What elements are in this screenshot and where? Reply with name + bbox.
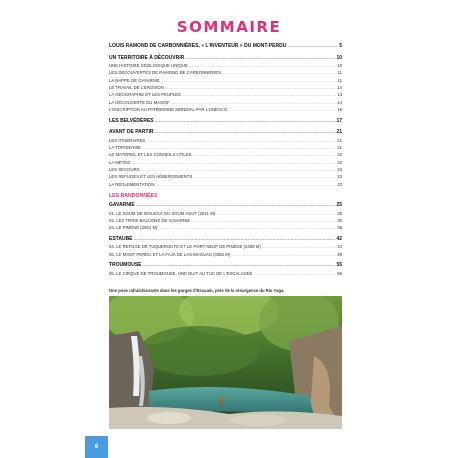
- toc-entry-page: 11: [337, 77, 342, 83]
- toc-leader-dots: [141, 166, 337, 173]
- toc-entry-title: LA DÉCOUVERTE DU MASSIF: [109, 99, 170, 105]
- photo-caption: Une pose rafraîchissante dans les gorges d'Escuaín, près de la résurgence du Río Yaga.: [109, 288, 285, 293]
- toc-leader-dots: [191, 217, 336, 224]
- toc-entry-page: 22: [337, 166, 342, 172]
- toc-entry-page: 22: [337, 152, 342, 158]
- toc-entry-page: 21: [337, 137, 342, 143]
- toc-entry-page: 21: [337, 145, 342, 151]
- toc-leader-dots: [161, 77, 337, 84]
- waterfall-photo: [109, 296, 342, 429]
- toc-entry[interactable]: [109, 69, 342, 76]
- toc-leader-dots: [193, 151, 337, 158]
- toc-entry-page: 49: [337, 251, 342, 257]
- toc-entry-title: LA RÉGLEMENTATION: [109, 181, 155, 187]
- toc-leader-dots: [158, 224, 336, 231]
- toc-entry[interactable]: [109, 62, 342, 69]
- toc-entry-title: LES REFUGES ET LES HÉBERGEMENTS: [109, 174, 193, 180]
- toc-entry-title: LA MÉTÉO: [109, 159, 131, 165]
- toc-leader-dots: [189, 62, 337, 69]
- toc-entry-page: 30: [337, 217, 342, 223]
- toc-leader-dots: [182, 91, 336, 98]
- toc-entry-title: 03. LE PIMÉNÉ (2801 M): [109, 225, 158, 231]
- toc-entry-page: 14: [337, 84, 342, 90]
- toc-entry[interactable]: [109, 137, 342, 144]
- toc-section-heading[interactable]: [109, 118, 342, 125]
- toc-entry-page: 44: [337, 244, 342, 250]
- toc-leader-dots: [185, 55, 335, 62]
- toc-entry-title: LES DÉCOUVERTES DE RAMOND DE CARBONNIÈRES: [109, 70, 222, 76]
- toc-entry-title: UN TERRITOIRE À DÉCOUVRIR: [109, 54, 185, 61]
- toc-entry-title: LE TRAVAIL DE L'ÉROSION: [109, 84, 164, 90]
- toc-entry[interactable]: [109, 99, 342, 106]
- toc-entry-page: 14: [337, 99, 342, 105]
- toc-entry-title: 06. LE CIRQUE DE TROUMOUSE, UNE NUIT AU TUC DE L'ESCALADÉE: [109, 270, 253, 276]
- table-of-contents: [109, 43, 342, 277]
- toc-entry[interactable]: [109, 251, 342, 258]
- toc-entry[interactable]: [109, 210, 342, 217]
- page-title: SOMMAIRE: [176, 18, 282, 36]
- toc-leader-dots: [231, 251, 336, 258]
- toc-leader-dots: [134, 236, 336, 243]
- page-number: 6: [85, 436, 108, 458]
- toc-entry-page: 10: [336, 54, 342, 61]
- toc-leader-dots: [143, 262, 336, 269]
- toc-leader-dots: [146, 137, 336, 144]
- toc-entry[interactable]: [109, 84, 342, 91]
- toc-leader-dots: [262, 243, 336, 250]
- toc-entry-page: 16: [337, 106, 342, 112]
- toc-entry-title: ESTAUBÉ: [109, 236, 133, 243]
- toc-entry[interactable]: [109, 224, 342, 231]
- toc-section-heading[interactable]: [109, 202, 342, 209]
- toc-entry-title: L'INSCRIPTION AU PATRIMOINE MONDIAL PAR L'UNESCO: [109, 106, 228, 112]
- toc-entry-page: 35: [337, 225, 342, 231]
- toc-entry-title: LES SECOURS: [109, 166, 140, 172]
- toc-part-title: LES RANDONNÉES: [109, 193, 158, 200]
- toc-entry[interactable]: [109, 181, 342, 188]
- toc-leader-dots: [155, 118, 336, 125]
- toc-leader-dots: [154, 129, 335, 136]
- toc-section-heading[interactable]: [109, 43, 342, 50]
- toc-entry-title: UNE HISTOIRE GÉOLOGIQUE UNIQUE: [109, 63, 188, 69]
- toc-entry-page: 22: [337, 159, 342, 165]
- toc-entry-page: 25: [336, 202, 342, 209]
- toc-leader-dots: [132, 159, 337, 166]
- toc-entry[interactable]: [109, 173, 342, 180]
- toc-entry-page: 42: [336, 236, 342, 243]
- toc-entry-title: 01. LE SOUM DE MOUSCA OU SOUM AGUT (2011 M): [109, 210, 216, 216]
- toc-leader-dots: [136, 202, 336, 209]
- toc-entry[interactable]: [109, 77, 342, 84]
- toc-leader-dots: [216, 210, 336, 217]
- toc-entry[interactable]: [109, 243, 342, 250]
- toc-entry-title: 04. LE REFUGE DE TUQUEROUYE ET LE PORT NEUF DE PINÈDE (2488 M): [109, 244, 261, 250]
- toc-leader-dots: [171, 99, 337, 106]
- toc-entry[interactable]: [109, 217, 342, 224]
- toc-entry-title: LA TOPONYMIE: [109, 145, 141, 151]
- toc-leader-dots: [165, 84, 336, 91]
- toc-leader-dots: [142, 144, 336, 151]
- toc-leader-dots: [228, 106, 336, 113]
- toc-entry[interactable]: [109, 151, 342, 158]
- toc-entry[interactable]: [109, 106, 342, 113]
- toc-section-heading[interactable]: [109, 262, 342, 269]
- toc-entry-title: GAVARNIE: [109, 202, 135, 209]
- toc-entry-page: 14: [337, 92, 342, 98]
- toc-entry[interactable]: [109, 166, 342, 173]
- toc-entry-title: AVANT DE PARTIR: [109, 129, 154, 136]
- toc-entry-title: LA GÉOGRAPHIE ET LES PEUPLES: [109, 92, 182, 98]
- toc-entry-page: 10: [337, 63, 342, 69]
- toc-entry-title: LES ITINÉRAIRES: [109, 137, 146, 143]
- toc-section-heading[interactable]: [109, 55, 342, 62]
- toc-entry-page: 55: [336, 262, 342, 269]
- toc-entry-title: TROUMOUSE: [109, 262, 142, 269]
- toc-entry-page: 11: [337, 70, 342, 76]
- toc-entry-page: 17: [336, 117, 342, 124]
- toc-leader-dots: [287, 43, 338, 50]
- toc-leader-dots: [155, 181, 336, 188]
- toc-leader-dots: [193, 173, 336, 180]
- toc-entry-page: 21: [336, 129, 342, 136]
- toc-entry[interactable]: [109, 159, 342, 166]
- toc-entry-page: 23: [337, 174, 342, 180]
- toc-entry-title: 05. LE MONT PERDU ET LA FAJA DE LAS MAGUAS (3355 M): [109, 251, 231, 257]
- toc-leader-dots: [253, 270, 336, 277]
- toc-entry-page: 26: [337, 210, 342, 216]
- toc-entry-title: LOUIS RAMOND DE CARBONNIÈRES, « L'INVENTEUR » DU MONT-PERDU: [109, 43, 287, 49]
- toc-entry[interactable]: [109, 91, 342, 98]
- toc-leader-dots: [222, 69, 336, 76]
- toc-entry-title: LA NAPPE DE GAVARNIE: [109, 77, 160, 83]
- toc-entry[interactable]: [109, 144, 342, 151]
- toc-entry-title: 02. LES TROIS BALCONS DE GAVARNIE: [109, 217, 191, 223]
- toc-entry[interactable]: [109, 270, 342, 277]
- toc-section-heading[interactable]: [109, 129, 342, 136]
- toc-entry-page: 23: [337, 181, 342, 187]
- toc-entry-title: LE MATÉRIEL ET LES CONSEILS UTILES: [109, 152, 192, 158]
- toc-section-heading[interactable]: [109, 236, 342, 243]
- toc-entry-page: 56: [337, 270, 342, 276]
- toc-entry-title: LES BELVÉDÈRES: [109, 117, 154, 124]
- toc-entry-page: 5: [339, 43, 342, 49]
- waterfall-photo-illustration: [109, 296, 342, 429]
